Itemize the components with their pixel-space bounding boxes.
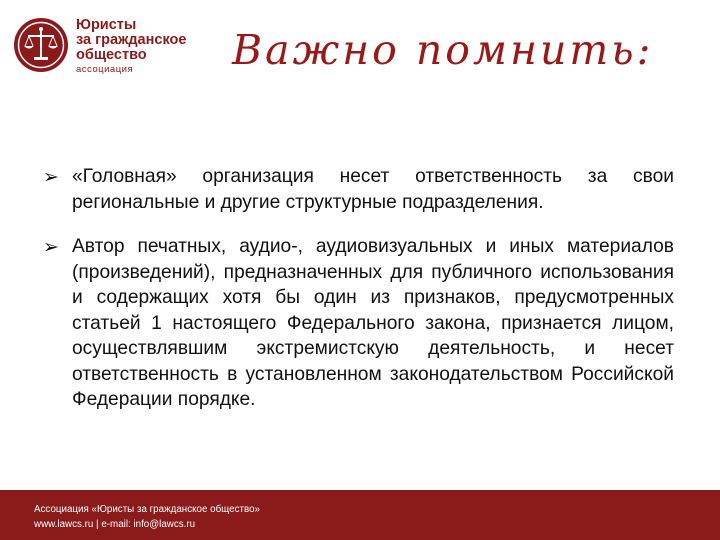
bullet-text: «Головная» организация несет ответственность за свои региональные и другие структурные подразделения. — [72, 166, 674, 213]
logo-line-2: за гражданское — [76, 32, 187, 48]
arrow-bullet-icon: ➢ — [43, 166, 59, 188]
logo-subtitle: ассоциация — [76, 64, 134, 75]
logo-line-3: общество — [76, 47, 147, 63]
slide-title: Важно помнить: — [232, 26, 654, 74]
logo-wordmark — [76, 18, 186, 76]
bullet-list — [40, 164, 674, 432]
organization-logo — [10, 14, 210, 84]
logo-line-1: Юристы — [76, 17, 137, 33]
bullet-item — [40, 234, 674, 413]
arrow-bullet-icon: ➢ — [43, 236, 59, 258]
bullet-item — [40, 164, 674, 215]
footer-contacts[interactable]: www.lawcs.ru | e-mail: info@lawcs.ru — [34, 519, 196, 530]
bullet-text: Автор печатных, аудио-, аудиовизуальных и иных материалов (произведений), предназначенных для публичного использования и содержащих хотя бы один из признаков, предусмотренных статьей 1 настоящего Федерального закона, признается лицом, осуществлявшим экстремистскую деятельность, и несет ответственность в установленном законодательством Российской Федерации порядке. — [72, 236, 674, 410]
footer-association-name: Ассоциация «Юристы за гражданское общество» — [34, 504, 260, 515]
scales-of-justice-icon — [12, 16, 70, 74]
footer-bar — [0, 490, 720, 540]
